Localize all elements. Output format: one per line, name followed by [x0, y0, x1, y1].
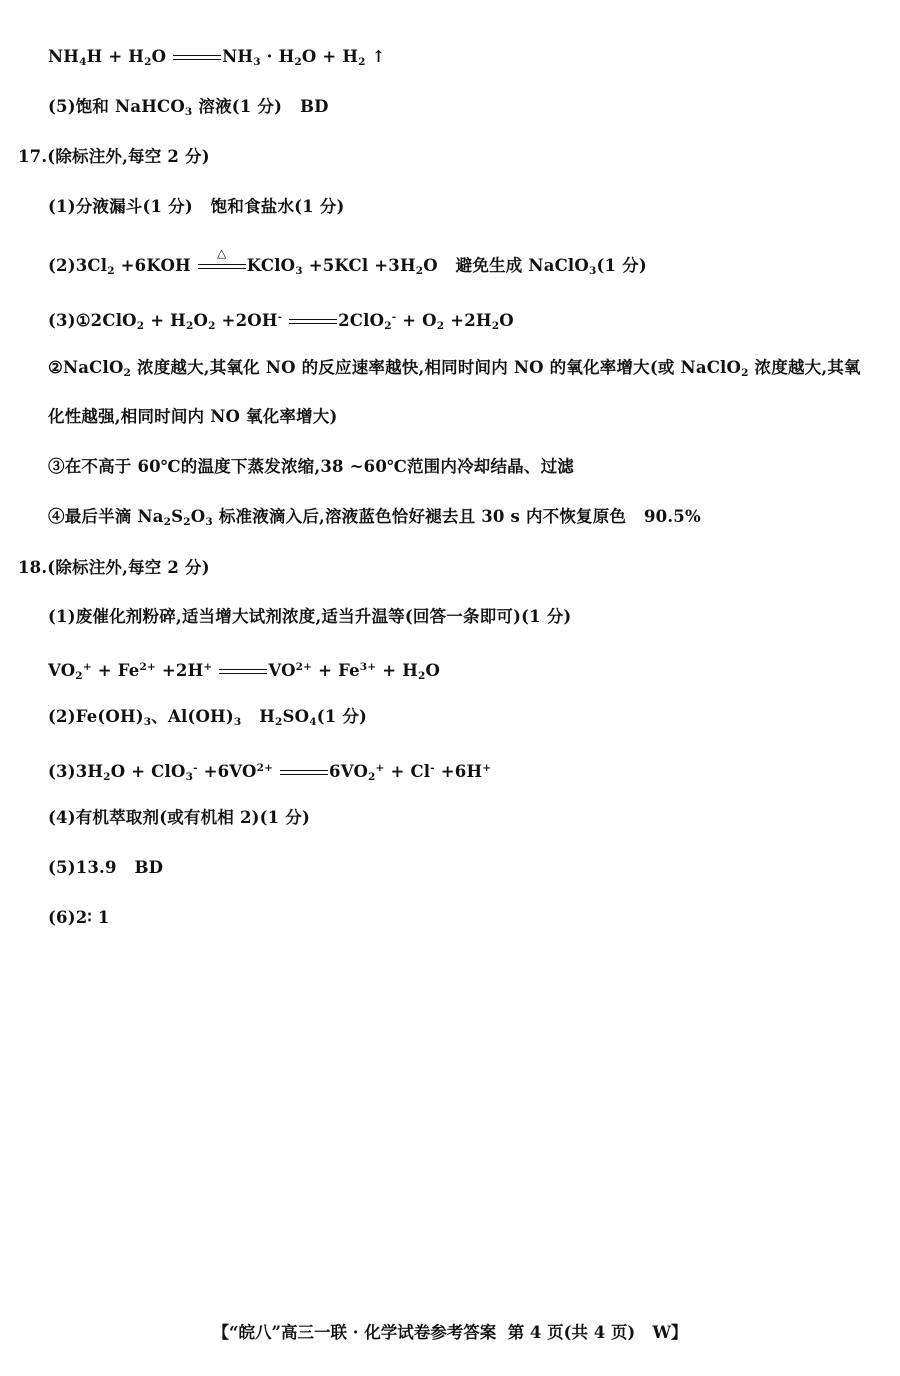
answer-line-l7: ②NaClO$_2$ 浓度越大,其氧化 NO 的反应速率越快,相同时间内 NO 的氧化率增大(或 NaClO$_2$ 浓度越大,其氧: [48, 358, 861, 379]
answer-line-l3: 17.(除标注外,每空 2 分): [18, 147, 210, 166]
answer-line-l16: (4)有机萃取剂(或有机相 2)(1 分): [48, 808, 310, 827]
answer-line-l6: (3)①2ClO$_2$ + $H_2O_2 +2OH^-$ $2ClO_2^- + O_2 +2H_2O$: [48, 311, 514, 332]
answer-line-l17: (5)13.9 BD: [48, 858, 164, 877]
answer-line-l14: $(2)Fe(OH)_3$、$Al(OH)_3$ $H_2SO_4(1$ 分): [48, 707, 368, 728]
answer-line-l15: $(3)3H_2O + ClO_3^- +6VO^{2+}$ $6VO_2^+ + Cl^- +6H^+$: [48, 762, 492, 783]
answer-line-l18: (6)2∶ 1: [48, 908, 110, 927]
answer-line-l5: $(2)3Cl_2 +6KOH$ △ KClO$_3$ $+5KCl +3H_2O$ 避免生成 NaClO$_3$(1 分): [48, 245, 647, 277]
answer-line-l9: ③在不高于 60℃的温度下蒸发浓缩,38 ~60℃范围内冷却结晶、过滤: [48, 457, 574, 476]
answer-line-l4: (1)分液漏斗(1 分) 饱和食盐水(1 分): [48, 197, 345, 216]
answer-line-l1: $NH_4H + H_2O$ $NH_3 \cdot H_2O + H_2$ ↑: [48, 47, 386, 68]
answer-line-l8: 化性越强,相同时间内 NO 氧化率增大): [48, 407, 338, 426]
page-footer: 【“皖八”高三一联 · 化学试卷参考答案 第 4 页(共 4 页) W】: [212, 1323, 688, 1342]
answer-line-l2: (5)饱和 NaHCO$_3$ 溶液(1 分) BD: [48, 97, 329, 118]
answer-line-l11: 18.(除标注外,每空 2 分): [18, 558, 210, 577]
answer-line-l12: (1)废催化剂粉碎,适当增大试剂浓度,适当升温等(回答一条即可)(1 分): [48, 607, 572, 626]
answer-line-l13: $VO_2^+ + Fe^{2+} +2H^+$ $VO^{2+} + Fe^{3+} + H_2O$: [48, 661, 441, 682]
answer-line-l10: ④最后半滴 $Na_2S_2O_3$ 标准液滴入后,溶液蓝色恰好褪去且 30 s 内不恢复原色 90.5%: [48, 507, 701, 528]
